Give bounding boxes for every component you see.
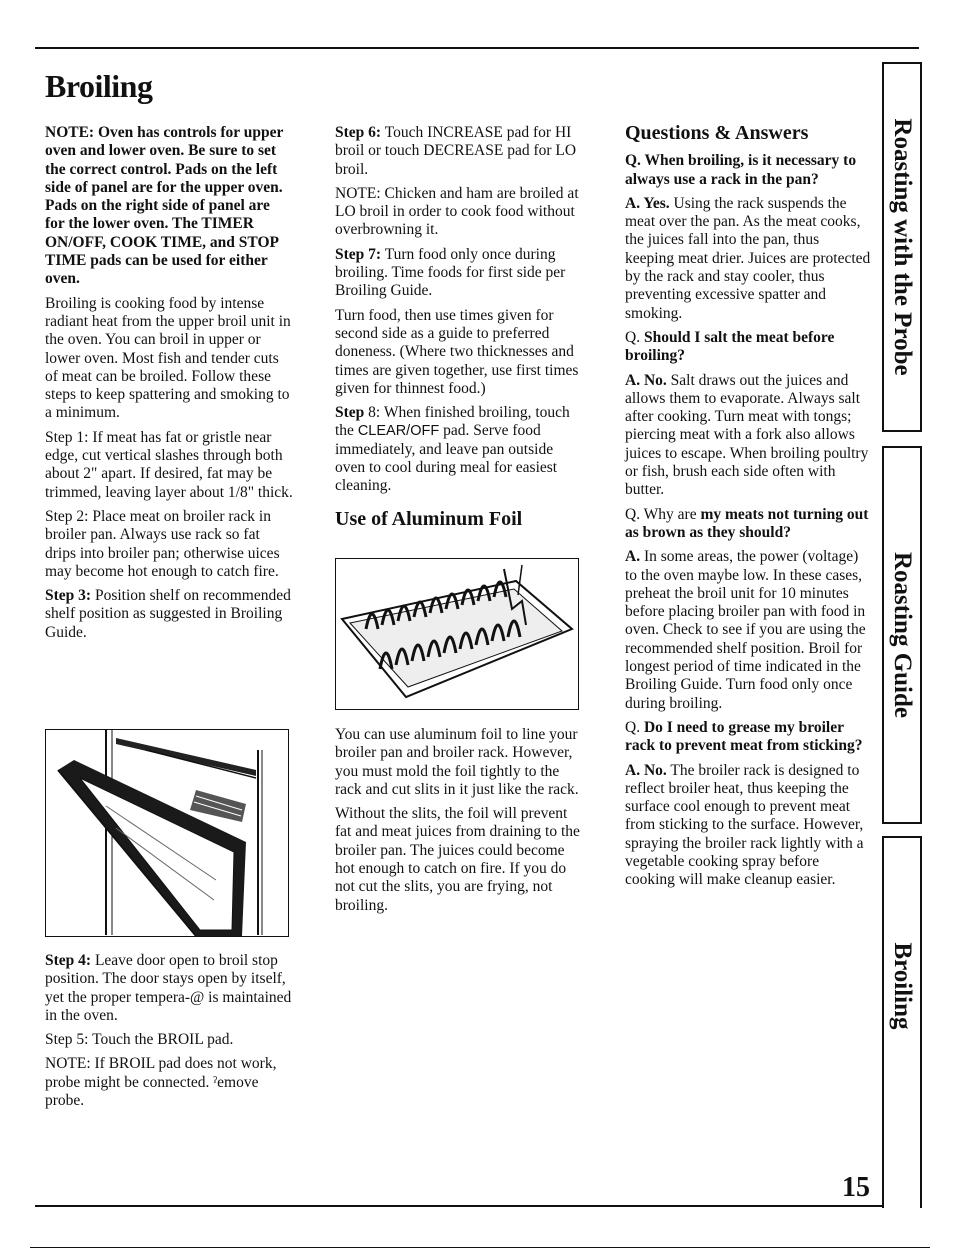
answer-1-label: A. Yes. bbox=[625, 194, 670, 212]
clear-off-pad-label: CLEAR/OFF bbox=[357, 423, 440, 440]
bottom-rule bbox=[35, 1205, 919, 1207]
oven-door-illustration bbox=[45, 729, 289, 937]
answer-1-text: Using the rack suspends the meat over the pan. As the meat cooks, the juices fall into the pan, thus keeping meat drier. Juices are protected by the rack and stay cooler, thus preventing excessive spatter and smoking. bbox=[625, 194, 871, 322]
step-4-label: Step 4: bbox=[45, 952, 92, 969]
foil-paragraph-1: You can use aluminum foil to line your broiler pan and broiler rack. However, you must mold the foil tightly to the rack and cut slits in it just like the rack. bbox=[335, 726, 579, 798]
broiler-pan-image bbox=[336, 559, 578, 709]
step-7 bbox=[335, 246, 585, 301]
step-5: Step 5: Touch the BROIL pad. bbox=[45, 1031, 234, 1049]
step-7-label: Step 7: bbox=[335, 245, 382, 263]
step-8-label: Step bbox=[335, 404, 365, 422]
column-right bbox=[625, 124, 871, 896]
question-2 bbox=[625, 329, 871, 366]
answer-1 bbox=[625, 195, 871, 323]
step-7-text: Turn food only once during broiling. Time foods for first side per Broiling Guide. bbox=[335, 245, 566, 300]
step-4 bbox=[45, 952, 293, 1025]
step-6 bbox=[335, 124, 585, 179]
tab-roasting-guide-label: Roasting Guide bbox=[889, 551, 916, 719]
broil-pad-note: NOTE: If BROIL pad does not work, probe might be connected. ˀemove probe. bbox=[45, 1055, 277, 1110]
answer-4-text: The broiler rack is designed to reflect broiler heat, thus keeping the surface cool enough to prevent meat from sticking to the surface. However, spraying the broiler rack lightly with a vegetable cooking spray before cooking will make cleanup easier. bbox=[625, 761, 864, 889]
answer-3-text: In some areas, the power (voltage) to the oven maybe low. In these cases, preheat the broil unit for 10 minutes before placing broiler pan with food in oven. Check to see if you are using the recommended shelf position. Broil for longest period of time indicated in the Broiling Guide. Turn food only once during broiling. bbox=[625, 548, 866, 712]
question-4-text: Do I need to grease my broiler rack to prevent meat from sticking? bbox=[625, 718, 863, 755]
column-middle-lower bbox=[335, 726, 585, 921]
lo-broil-note-text: Chicken and ham are broiled at LO broil in order to cook food without overbrowning it. bbox=[335, 184, 579, 239]
answer-3-label: A. bbox=[625, 548, 641, 566]
tab-roasting-with-probe-label: Roasting with the Probe bbox=[889, 118, 916, 376]
answer-4 bbox=[625, 762, 871, 890]
step-8-text-a: 8: When finished broiling, touch the bbox=[335, 404, 570, 440]
question-2-prefix: Q. bbox=[625, 328, 641, 346]
step-3-label: Step 3: bbox=[45, 587, 92, 605]
lo-broil-note bbox=[335, 185, 585, 240]
step-7-continued: Turn food, then use times given for second side as a guide to preferred doneness. (Where two thicknesses and times are given together, use first times given for thinnest food.) bbox=[335, 306, 579, 397]
broiling-intro: Broiling is cooking food by intense radiant heat from the upper broil unit in the oven. You can broil in upper or lower oven. Most fish and tender cuts of meat can be broiled. Follow these steps to keep spattering and smoking to a minimum. bbox=[45, 294, 291, 422]
step-8-text-b: pad. Serve food immediately, and leave pan outside oven to cool during meal for easiest cleaning. bbox=[335, 422, 558, 495]
question-4 bbox=[625, 719, 871, 756]
oven-image bbox=[46, 730, 288, 936]
top-rule bbox=[35, 47, 919, 49]
step-3 bbox=[45, 587, 293, 642]
answer-3 bbox=[625, 548, 871, 713]
step-3-text: Position shelf on recommended shelf position as suggested in Broiling Guide. bbox=[45, 587, 291, 641]
column-left bbox=[45, 124, 293, 648]
step-1: Step 1: If meat has fat or gristle near edge, cut vertical slashes through both about 2" apart. If desired, fat may be trimmed, leaving layer about 1/8" thick. bbox=[45, 428, 293, 501]
broiler-pan-foil-illustration bbox=[335, 558, 579, 710]
qa-heading: Questions & Answers bbox=[625, 122, 809, 144]
question-2-text: Should I salt the meat before broiling? bbox=[625, 328, 835, 365]
tab-roasting-guide[interactable] bbox=[882, 446, 922, 824]
answer-2-text: Salt draws out the juices and allows them to evaporate. Always salt after cooking. Turn meat with tongs; piercing meat with a fork also allows juices to escape. When broiling poultry or fish, brush each side often with butter. bbox=[625, 371, 869, 499]
page-number: 15 bbox=[842, 1172, 870, 1203]
oven-controls-note: NOTE: Oven has controls for upper oven and lower oven. Be sure to set the correct control. Pads on the left side of panel are for the upper oven. Pads on the right side of panel are for the lower oven. The TIMER ON/OFF, COOK TIME, and STOP TIME pads can be used for either oven. bbox=[45, 124, 284, 288]
step-4-text: Leave door open to broil stop position. The door stays open by itself, yet the proper tempera-@ is maintained in the oven. bbox=[45, 952, 292, 1024]
answer-2 bbox=[625, 372, 871, 500]
step-6-text: Touch INCREASE pad for HI broil or touch DECREASE pad for LO broil. bbox=[335, 124, 577, 178]
question-1: Q. When broiling, is it necessary to always use a rack in the pan? bbox=[625, 152, 857, 188]
tab-broiling-label: Broiling bbox=[889, 942, 916, 1030]
question-3-text: my meats not turning out as brown as they should? bbox=[625, 505, 869, 541]
footer-rule bbox=[30, 1247, 930, 1248]
question-3-prefix: Q. Why are bbox=[625, 505, 697, 523]
question-4-prefix: Q. bbox=[625, 718, 641, 736]
step-8 bbox=[335, 404, 585, 495]
step-6-label: Step 6: bbox=[335, 124, 382, 141]
answer-4-label: A. No. bbox=[625, 761, 667, 779]
foil-paragraph-2: Without the slits, the foil will prevent fat and meat juices from draining to the broiler pan. The juices could become hot enough to catch on fire. If you do not cut the slits, you are frying, not broiling. bbox=[335, 805, 580, 914]
page-title: Broiling bbox=[45, 68, 153, 104]
column-left-lower bbox=[45, 952, 293, 1116]
step-2: Step 2: Place meat on broiler rack in broiler pan. Always use rack so fat drips into broiler pan; otherwise uices may become hot enough to catch fire. bbox=[45, 507, 280, 580]
lo-broil-note-label: NOTE: bbox=[335, 184, 381, 202]
answer-2-label: A. No. bbox=[625, 371, 667, 389]
foil-heading: Use of Aluminum Foil bbox=[335, 507, 523, 530]
column-middle bbox=[335, 124, 585, 542]
question-3 bbox=[625, 506, 871, 543]
tab-roasting-with-probe[interactable] bbox=[882, 62, 922, 432]
tab-broiling[interactable] bbox=[882, 836, 922, 1208]
